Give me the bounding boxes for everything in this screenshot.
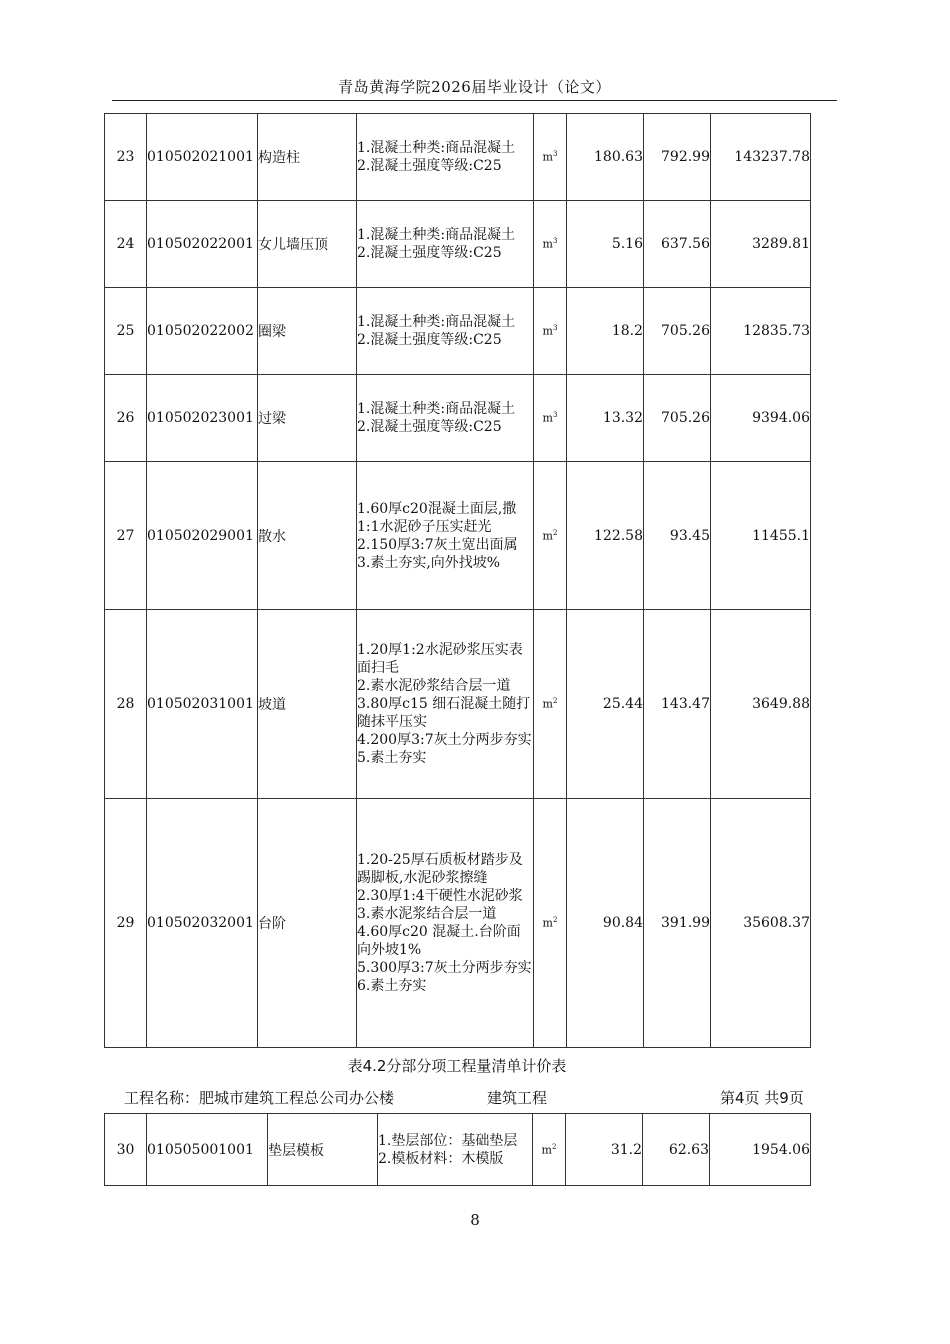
cell-item-number: 24 xyxy=(105,201,147,288)
cell-unit xyxy=(534,610,567,799)
description-line: 1.60厚c20混凝土面层,撒1:1水泥砂子压实赶光 xyxy=(357,500,517,535)
bill-table-top xyxy=(104,113,811,1048)
description-line: 2.素水泥砂浆结合层一道 xyxy=(357,678,511,694)
unit-exponent: 2 xyxy=(552,528,558,537)
cell-total-price: 12835.73 xyxy=(711,288,811,375)
description-line: 1.混凝土种类:商品混凝土 xyxy=(357,401,516,417)
unit-exponent: 2 xyxy=(552,697,558,706)
table-row xyxy=(105,799,811,1048)
cell-quantity: 180.63 xyxy=(567,114,644,201)
cell-item-number: 23 xyxy=(105,114,147,201)
page-header: 青岛黄海学院2026届毕业设计（论文） xyxy=(338,78,611,96)
project-name: 工程名称：肥城市建筑工程总公司办公楼 xyxy=(124,1089,395,1107)
description-line: 1.混凝土种类:商品混凝土 xyxy=(357,227,516,243)
cell-item-number: 27 xyxy=(105,462,147,610)
cell-unit-price: 93.45 xyxy=(644,462,711,610)
cell-item-description xyxy=(357,288,534,375)
cell-quantity: 25.44 xyxy=(567,610,644,799)
cell-total-price: 3289.81 xyxy=(711,201,811,288)
cell-unit xyxy=(534,288,567,375)
table-row xyxy=(105,288,811,375)
cell-item-code: 010505001001 xyxy=(147,1114,268,1186)
cell-item-name: 构造柱 xyxy=(258,114,357,201)
description-line: 1.混凝土种类:商品混凝土 xyxy=(357,140,516,156)
unit-symbol: m xyxy=(542,916,553,930)
cell-total-price: 143237.78 xyxy=(711,114,811,201)
cell-unit-price: 62.63 xyxy=(643,1114,710,1186)
cell-item-name: 过梁 xyxy=(258,375,357,462)
cell-item-name: 台阶 xyxy=(258,799,357,1048)
unit-symbol: m xyxy=(542,150,553,164)
unit-symbol: m xyxy=(542,697,553,711)
description-line: 2.模板材料：木模版 xyxy=(378,1150,504,1167)
cell-item-description xyxy=(357,610,534,799)
cell-item-name: 散水 xyxy=(258,462,357,610)
table-row xyxy=(105,201,811,288)
cell-item-number: 28 xyxy=(105,610,147,799)
description-line: 1.20厚1:2水泥砂浆压实表面扫毛 xyxy=(357,642,523,676)
cell-item-description xyxy=(378,1114,533,1186)
cell-item-number: 30 xyxy=(105,1114,147,1186)
cell-unit-price: 637.56 xyxy=(644,201,711,288)
cell-item-number: 26 xyxy=(105,375,147,462)
project-type: 建筑工程 xyxy=(487,1089,548,1107)
table-row xyxy=(105,610,811,799)
cell-unit xyxy=(534,375,567,462)
description-line: 2.混凝土强度等级:C25 xyxy=(357,332,502,348)
description-line: 3.素土夯实,向外找坡% xyxy=(357,554,501,571)
unit-exponent: 3 xyxy=(552,411,558,420)
cell-unit-price: 143.47 xyxy=(644,610,711,799)
description-line: 4.200厚3:7灰土分两步夯实 xyxy=(357,732,532,748)
description-line: 5.素土夯实 xyxy=(357,750,427,766)
table-row xyxy=(105,462,811,610)
description-line: 1.混凝土种类:商品混凝土 xyxy=(357,314,516,330)
description-line: 5.300厚3:7灰土分两步夯实 xyxy=(357,960,532,976)
cell-unit xyxy=(534,462,567,610)
cell-item-code: 010502023001 xyxy=(147,375,258,462)
cell-item-name: 坡道 xyxy=(258,610,357,799)
description-line: 2.30厚1:4干硬性水泥砂浆 xyxy=(357,888,523,904)
cell-unit xyxy=(534,799,567,1048)
cell-quantity: 122.58 xyxy=(567,462,644,610)
cell-item-name: 垫层模板 xyxy=(268,1114,378,1186)
unit-exponent: 3 xyxy=(552,237,558,246)
unit-exponent: 2 xyxy=(552,916,558,925)
description-line: 2.150厚3:7灰土宽出面属 xyxy=(357,536,518,553)
table-row xyxy=(105,114,811,201)
description-line: 2.混凝土强度等级:C25 xyxy=(357,245,502,261)
unit-symbol: m xyxy=(542,411,553,425)
cell-item-description xyxy=(357,114,534,201)
description-line: 1.垫层部位：基础垫层 xyxy=(378,1132,518,1149)
cell-quantity: 31.2 xyxy=(566,1114,643,1186)
header-rule xyxy=(112,100,837,101)
table-row xyxy=(105,375,811,462)
cell-quantity: 18.2 xyxy=(567,288,644,375)
cell-unit-price: 391.99 xyxy=(644,799,711,1048)
unit-exponent: 3 xyxy=(552,324,558,333)
unit-symbol: m xyxy=(542,529,553,543)
cell-quantity: 5.16 xyxy=(567,201,644,288)
cell-item-number: 29 xyxy=(105,799,147,1048)
cell-item-name: 圈梁 xyxy=(258,288,357,375)
unit-symbol: m xyxy=(542,324,553,338)
unit-symbol: m xyxy=(541,1143,552,1157)
cell-quantity: 90.84 xyxy=(567,799,644,1048)
cell-item-code: 010502029001 xyxy=(147,462,258,610)
cell-item-code: 010502022001 xyxy=(147,201,258,288)
table-row xyxy=(105,1114,811,1186)
cell-unit xyxy=(534,114,567,201)
cell-total-price: 9394.06 xyxy=(711,375,811,462)
unit-exponent: 2 xyxy=(551,1142,557,1151)
description-line: 2.混凝土强度等级:C25 xyxy=(357,158,502,174)
cell-total-price: 3649.88 xyxy=(711,610,811,799)
description-line: 2.混凝土强度等级:C25 xyxy=(357,419,502,435)
cell-unit xyxy=(534,201,567,288)
unit-symbol: m xyxy=(542,237,553,251)
table-caption: 表4.2分部分项工程量清单计价表 xyxy=(347,1057,567,1075)
cell-item-description xyxy=(357,375,534,462)
cell-item-code: 010502032001 xyxy=(147,799,258,1048)
cell-total-price: 1954.06 xyxy=(710,1114,811,1186)
cell-item-description xyxy=(357,799,534,1048)
cell-item-description xyxy=(357,462,534,610)
description-line: 3.素水泥浆结合层一道 xyxy=(357,906,497,922)
cell-quantity: 13.32 xyxy=(567,375,644,462)
description-line: 6.素土夯实 xyxy=(357,978,427,994)
cell-item-code: 010502021001 xyxy=(147,114,258,201)
unit-exponent: 3 xyxy=(552,150,558,159)
cell-total-price: 35608.37 xyxy=(711,799,811,1048)
cell-item-name: 女儿墙压顶 xyxy=(258,201,357,288)
description-line: 3.80厚c15 细石混凝土随打随抹平压实 xyxy=(357,696,531,730)
project-page-count: 第4页 共9页 xyxy=(720,1089,804,1107)
cell-unit-price: 705.26 xyxy=(644,375,711,462)
cell-unit-price: 705.26 xyxy=(644,288,711,375)
page-number: 8 xyxy=(470,1211,480,1229)
description-line: 1.20-25厚石质板材踏步及踢脚板,水泥砂浆擦缝 xyxy=(357,852,523,886)
cell-item-code: 010502031001 xyxy=(147,610,258,799)
description-line: 4.60厚c20 混凝土.台阶面向外坡1% xyxy=(357,924,521,958)
bill-table-bottom xyxy=(104,1113,811,1186)
cell-item-code: 010502022002 xyxy=(147,288,258,375)
cell-total-price: 11455.1 xyxy=(711,462,811,610)
cell-unit xyxy=(533,1114,566,1186)
cell-unit-price: 792.99 xyxy=(644,114,711,201)
cell-item-description xyxy=(357,201,534,288)
cell-item-number: 25 xyxy=(105,288,147,375)
